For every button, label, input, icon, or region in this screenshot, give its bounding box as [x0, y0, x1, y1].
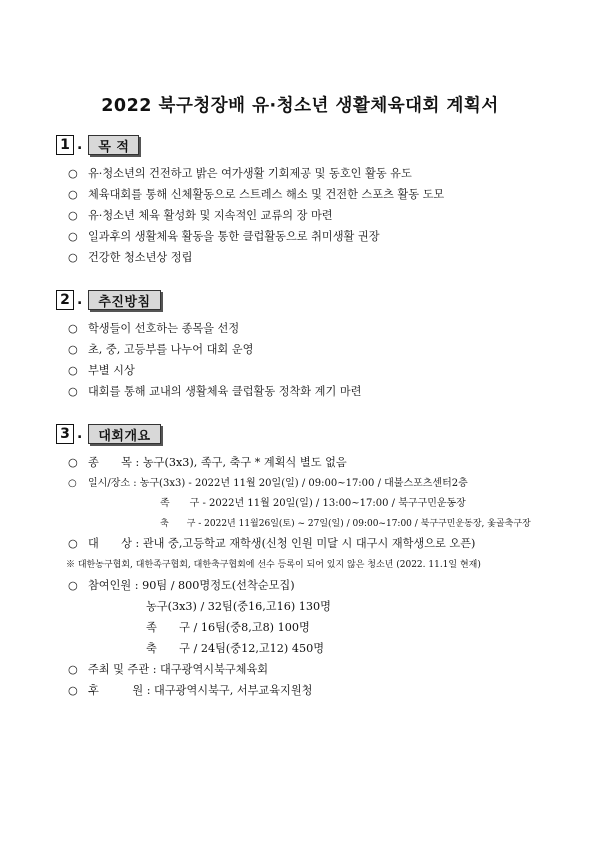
overview-sponsor: ○ 후 원 : 대구광역시북구, 서부교육지원청: [68, 684, 313, 697]
section-label: 목 적: [88, 135, 139, 155]
participants-jokgu: 족 구 / 16팀(중8,고8) 100명: [146, 621, 310, 634]
purpose-item: ○ 유·청소년의 건전하고 밝은 여가생활 기회제공 및 동호인 활동 유도: [68, 167, 412, 180]
overview-events: ○ 종 목 : 농구(3x3), 족구, 축구 * 계획식 별도 없음: [68, 456, 347, 469]
purpose-item: ○ 건강한 청소년상 정립: [68, 251, 193, 264]
section-number: 2: [56, 290, 74, 310]
section-label: 대회개요: [88, 424, 160, 444]
section-heading-purpose: 1 . 목 적: [56, 134, 139, 156]
overview-note: ※ 대한농구협회, 대한족구협회, 대한축구협회에 선수 등록이 되어 있지 않은 청소년 (2022. 11.1일 현재): [66, 560, 481, 570]
purpose-item: ○ 일과후의 생활체육 활동을 통한 클럽활동으로 취미생활 권장: [68, 230, 380, 243]
section-heading-policy: 2 . 추진방침: [56, 289, 161, 311]
policy-item: ○ 학생들이 선호하는 종목을 선정: [68, 322, 240, 335]
participants-basketball: 농구(3x3) / 32팀(중16,고16) 130명: [146, 600, 331, 613]
overview-host: ○ 주최 및 주관 : 대구광역시북구체육회: [68, 663, 269, 676]
overview-schedule: ○ 일시/장소 : 농구(3x3) - 2022년 11월 20일(일) / 09:00~17:00 / 대불스포츠센터2층: [68, 478, 468, 489]
participants-soccer: 축 구 / 24팀(중12,고12) 450명: [146, 642, 325, 655]
purpose-item: ○ 체육대회를 통해 신체활동으로 스트레스 해소 및 건전한 스포츠 활동 도모: [68, 188, 445, 201]
section-heading-overview: 3 . 대회개요: [56, 423, 161, 445]
section-label: 추진방침: [88, 290, 160, 310]
overview-schedule-soccer: 축 구 - 2022년 11월26일(토) ~ 27일(일) / 09:00~17:00 / 북구구민운동장, 옻골축구장: [160, 519, 531, 529]
overview-schedule-jokgu: 족 구 - 2022년 11월 20일(일) / 13:00~17:00 / 북구구민운동장: [160, 498, 466, 509]
overview-target: ○ 대 상 : 관내 중,고등학교 재학생(신청 인원 미달 시 대구시 재학생으로 오픈): [68, 537, 476, 550]
policy-item: ○ 대회를 통해 교내의 생활체육 클럽활동 정착화 계기 마련: [68, 385, 362, 398]
policy-item: ○ 부별 시상: [68, 364, 135, 377]
section-number: 1: [56, 135, 74, 155]
page-title: 2022 북구청장배 유·청소년 생활체육대회 계획서: [101, 96, 499, 116]
purpose-item: ○ 유·청소년 체육 활성화 및 지속적인 교류의 장 마련: [68, 209, 333, 222]
policy-item: ○ 초, 중, 고등부를 나누어 대회 운영: [68, 343, 254, 356]
overview-participants: ○ 참여인원 : 90팀 / 800명정도(선착순모집): [68, 579, 295, 592]
section-number: 3: [56, 424, 74, 444]
